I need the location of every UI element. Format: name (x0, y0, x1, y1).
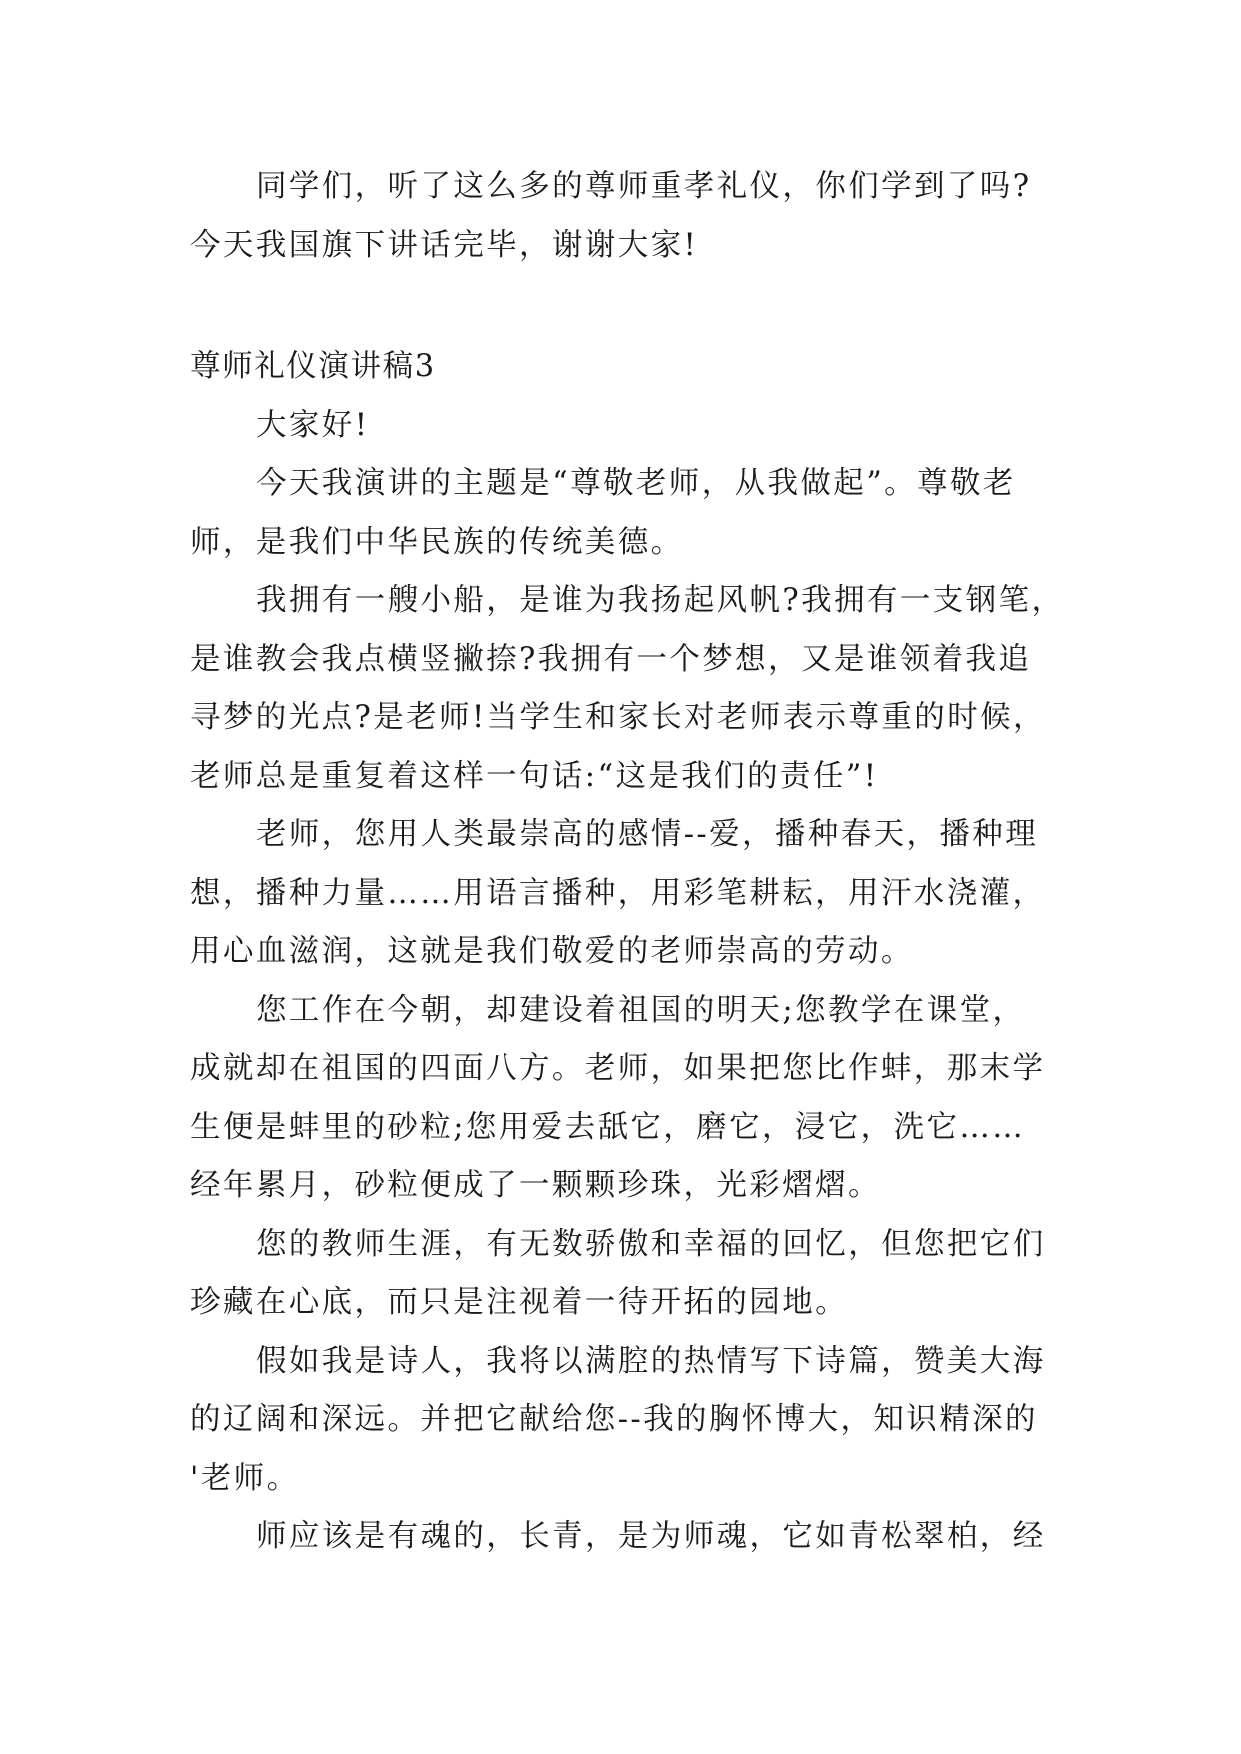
speech-section (190, 338, 1070, 1567)
greeting: 大家好! (256, 407, 370, 443)
text-line: 您工作在今朝，却建设着祖国的明天;您教学在课堂， (256, 992, 1026, 1028)
text-line: 生便是蚌里的砂粒;您用爱去舐它，磨它，浸它，洗它…… (190, 1109, 1026, 1145)
section-title: 尊师礼仪演讲稿3 (190, 349, 436, 384)
text-line: 用心血滋润，这就是我们敬爱的老师崇高的劳动。 (190, 934, 914, 969)
text-line: 想，播种力量……用语言播种，用彩笔耕耘，用汗水浇灌， (190, 875, 1046, 911)
text-line: 寻梦的光点?是老师!当学生和家长对老师表示尊重的时候， (190, 700, 1046, 735)
text-line: 师应该是有魂的，长青，是为师魂，它如青松翠柏，经 (256, 1519, 1046, 1554)
text-line: 假如我是诗人，我将以满腔的热情写下诗篇，赞美大海 (256, 1343, 1046, 1379)
text-line: 老师总是重复着这样一句话:“这是我们的责任”! (190, 758, 879, 794)
text-line: 同学们，听了这么多的尊师重孝礼仪，你们学到了吗? (256, 169, 1032, 204)
text-line: 经年累月，砂粒便成了一颗颗珍珠，光彩熠熠。 (190, 1168, 881, 1203)
text-line: 珍藏在心底，而只是注视着一待开拓的园地。 (190, 1285, 848, 1320)
closing-paragraph (190, 158, 1070, 275)
paragraph (190, 1333, 1070, 1509)
paragraph (190, 982, 1070, 1216)
text-line: 成就却在祖国的四面八方。老师，如果把您比作蚌，那末学 (190, 1051, 1046, 1086)
text-line: 是谁教会我点横竖撇捺?我拥有一个梦想，又是谁领着我追 (190, 641, 1032, 677)
paragraph (190, 572, 1070, 806)
paragraph (190, 455, 1070, 572)
text-line: 我拥有一艘小船，是谁为我扬起风帆?我拥有一支钢笔， (256, 583, 1065, 618)
paragraph (190, 1216, 1070, 1333)
paragraph (190, 1508, 1070, 1567)
text-line: 老师，您用人类最崇高的感情--爱，播种春天，播种理 (256, 817, 1039, 852)
text-line: 今天我国旗下讲话完毕，谢谢大家! (190, 227, 699, 263)
text-line: 您的教师生涯，有无数骄傲和幸福的回忆，但您把它们 (256, 1226, 1046, 1262)
text-line: '老师。 (190, 1460, 300, 1496)
text-line: 的辽阔和深远。并把它献给您--我的胸怀博大，知识精深的 (190, 1402, 1038, 1437)
text-line: 今天我演讲的主题是“尊敬老师，从我做起”。尊敬老 (256, 466, 1016, 501)
paragraph (190, 806, 1070, 982)
text-line: 师，是我们中华民族的传统美德。 (190, 524, 684, 560)
